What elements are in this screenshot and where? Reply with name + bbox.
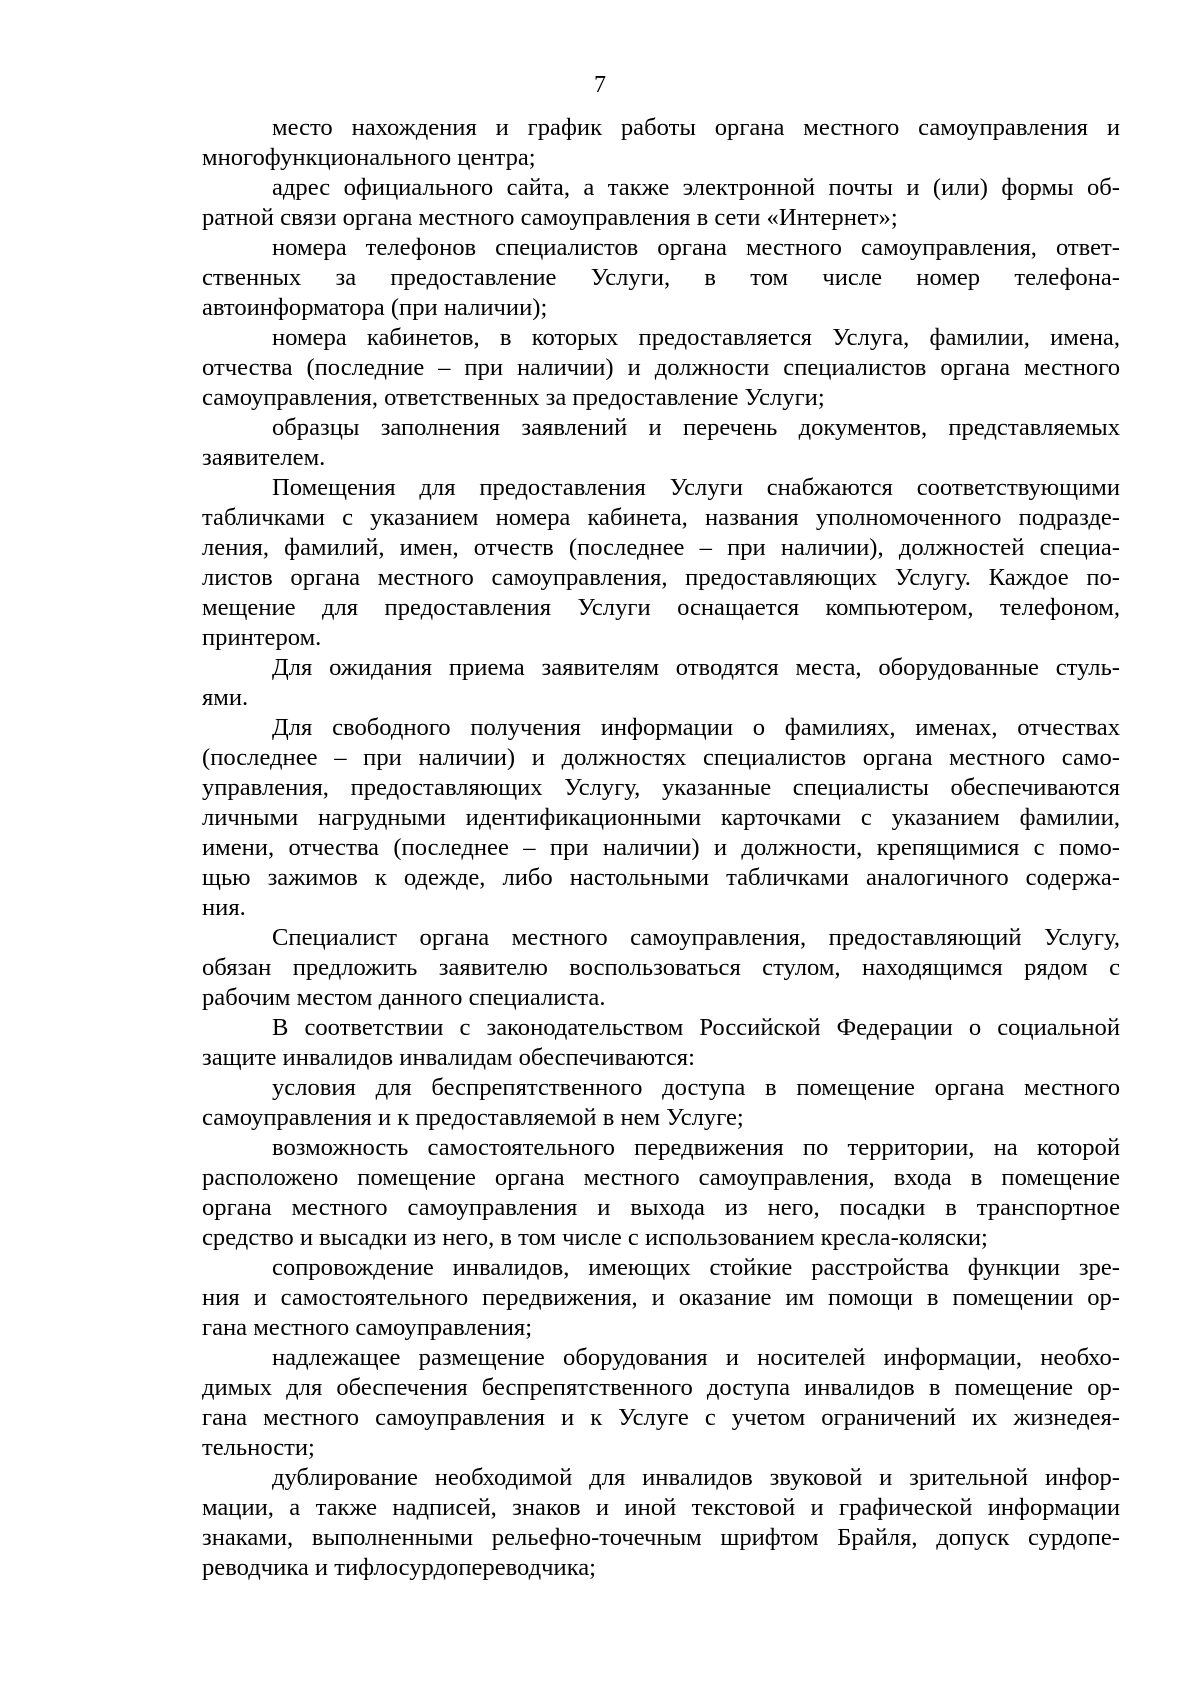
paragraph (202, 1013, 1120, 1073)
text-line: автоинформатора (при наличии); (202, 294, 548, 321)
text-line: гана местного самоуправления; (202, 1314, 533, 1341)
text-line: листов органа местного самоуправления, предоставляющих Услугу. Каждое по- (202, 564, 1120, 591)
text-line: димых для обеспечения беспрепятственного доступа инвалидов в помещение ор- (202, 1374, 1120, 1401)
text-line: органа местного самоуправления и выхода из него, посадки в транспортное (202, 1194, 1120, 1221)
text-line: ями. (202, 684, 249, 711)
text-line: ния и самостоятельного передвижения, и оказание им помощи в помещении ор- (202, 1284, 1120, 1311)
text-line: номера телефонов специалистов органа местного самоуправления, ответ- (272, 234, 1120, 261)
paragraph (202, 173, 1120, 233)
paragraph (202, 113, 1120, 173)
text-line: мещение для предоставления Услуги оснащается компьютером, телефоном, (202, 594, 1120, 621)
paragraph (202, 1073, 1120, 1133)
text-line: (последнее – при наличии) и должностях специалистов органа местного само- (202, 744, 1120, 771)
text-line: Специалист органа местного самоуправления, предоставляющий Услугу, (272, 924, 1120, 951)
text-line: ратной связи органа местного самоуправления в сети «Интернет»; (202, 204, 898, 231)
text-line: табличками с указанием номера кабинета, названия уполномоченного подразде- (202, 504, 1120, 531)
text-line: многофункционального центра; (202, 144, 536, 171)
paragraph (202, 1133, 1120, 1253)
text-line: отчества (последние – при наличии) и должности специалистов органа местного (202, 354, 1120, 381)
text-line: надлежащее размещение оборудования и носителей информации, необхо- (272, 1344, 1120, 1371)
page-number: 7 (594, 72, 606, 98)
text-line: гана местного самоуправления и к Услуге с учетом ограничений их жизнедея- (202, 1404, 1120, 1431)
text-line: щью зажимов к одежде, либо настольными табличками аналогичного содержа- (202, 864, 1120, 891)
text-line: номера кабинетов, в которых предоставляется Услуга, фамилии, имена, (272, 324, 1120, 351)
text-line: знаками, выполненными рельефно-точечным шрифтом Брайля, допуск сурдопе- (202, 1524, 1120, 1551)
text-line: имени, отчества (последнее – при наличии) и должности, крепящимися с помо- (202, 834, 1120, 861)
text-line: адрес официального сайта, а также электронной почты и (или) формы об- (272, 174, 1120, 201)
text-line: Для ожидания приема заявителям отводятся места, оборудованные стуль- (272, 654, 1120, 681)
paragraph (202, 653, 1120, 713)
text-line: расположено помещение органа местного самоуправления, входа в помещение (202, 1164, 1120, 1191)
paragraph (202, 1253, 1120, 1343)
text-line: управления, предоставляющих Услугу, указанные специалисты обеспечиваются (202, 774, 1120, 801)
paragraph (202, 413, 1120, 473)
text-line: Помещения для предоставления Услуги снабжаются соответствующими (272, 474, 1120, 501)
paragraph (202, 713, 1120, 923)
text-line: дублирование необходимой для инвалидов звуковой и зрительной инфор- (272, 1464, 1120, 1491)
paragraph (202, 923, 1120, 1013)
text-line: личными нагрудными идентификационными карточками с указанием фамилии, (202, 804, 1120, 831)
text-line: обязан предложить заявителю воспользоваться стулом, находящимся рядом с (202, 954, 1120, 981)
text-line: рабочим местом данного специалиста. (202, 984, 606, 1011)
text-line: В соответствии с законодательством Российской Федерации о социальной (272, 1014, 1120, 1041)
text-line: мации, а также надписей, знаков и иной текстовой и графической информации (202, 1494, 1120, 1521)
text-line: тельности; (202, 1434, 315, 1461)
text-line: самоуправления и к предоставляемой в нем Услуге; (202, 1104, 744, 1131)
text-line: образцы заполнения заявлений и перечень документов, представляемых (272, 414, 1120, 441)
paragraph (202, 323, 1120, 413)
paragraph (202, 473, 1120, 653)
text-line: место нахождения и график работы органа местного самоуправления и (272, 114, 1120, 141)
paragraph (202, 1463, 1120, 1583)
text-line: средство и высадки из него, в том числе с использованием кресла-коляски; (202, 1224, 988, 1251)
text-line: самоуправления, ответственных за предоставление Услуги; (202, 384, 825, 411)
paragraph (202, 1343, 1120, 1463)
text-line: принтером. (202, 624, 322, 651)
text-line: возможность самостоятельного передвижения по территории, на которой (272, 1134, 1120, 1161)
text-line: сопровождение инвалидов, имеющих стойкие расстройства функции зре- (272, 1254, 1120, 1281)
text-line: Для свободного получения информации о фамилиях, именах, отчествах (272, 714, 1120, 741)
document-body (202, 113, 1120, 1583)
text-line: ственных за предоставление Услуги, в том числе номер телефона- (202, 264, 1120, 291)
text-line: условия для беспрепятственного доступа в помещение органа местного (272, 1074, 1120, 1101)
text-line: заявителем. (202, 444, 326, 471)
paragraph (202, 233, 1120, 323)
text-line: ления, фамилий, имен, отчеств (последнее – при наличии), должностей специа- (202, 534, 1120, 561)
text-line: реводчика и тифлосурдопереводчика; (202, 1554, 597, 1581)
text-line: ния. (202, 894, 246, 921)
text-line: защите инвалидов инвалидам обеспечиваются: (202, 1044, 695, 1071)
